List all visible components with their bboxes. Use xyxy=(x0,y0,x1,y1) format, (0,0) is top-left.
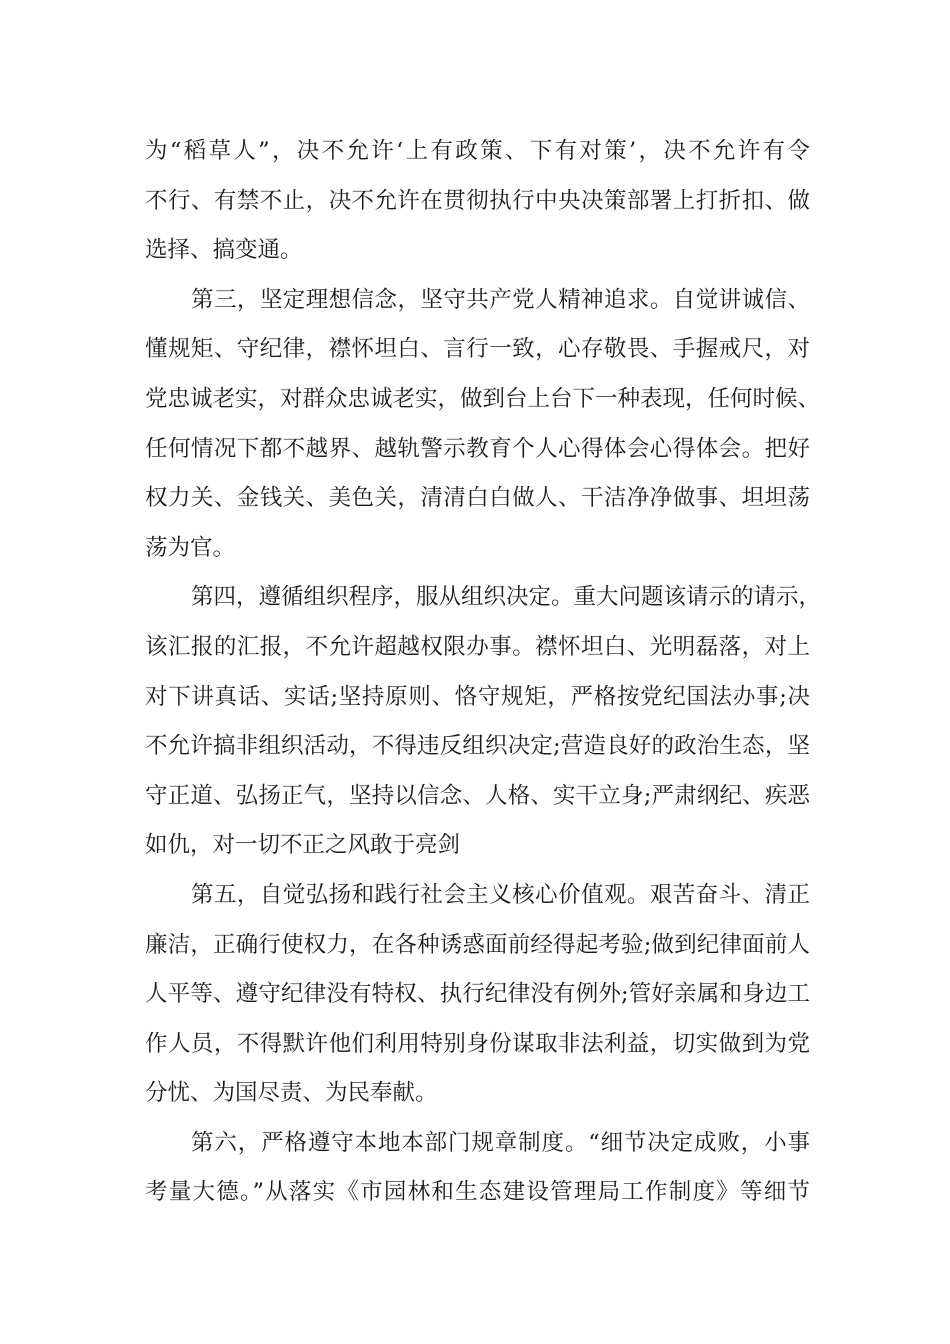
text-line: 荡为官。 xyxy=(145,534,236,561)
text-line: 党忠诚老实，对群众忠诚老实，做到台上台下一种表现，任何时候、 xyxy=(145,385,821,412)
text-line: 任何情况下都不越界、越轨警示教育个人心得体会心得体会。把好 xyxy=(145,435,810,462)
paragraph-first-line: 第五，自觉弘扬和践行社会主义核心价值观。艰苦奋斗、清正 xyxy=(191,881,810,908)
paragraph-first-line: 第三，坚定理想信念，坚守共产党人精神追求。自觉讲诚信、 xyxy=(191,286,810,313)
text-line: 考量大德。”从落实《市园林和生态建设管理局工作制度》等细节 xyxy=(145,1179,810,1206)
body-text xyxy=(145,127,822,1218)
text-line: 作人员，不得默许他们利用特别身份谋取非法利益，切实做到为党 xyxy=(145,1030,810,1057)
text-line: 懂规矩、守纪律，襟怀坦白、言行一致，心存敬畏、手握戒尺，对 xyxy=(145,336,810,363)
text-line: 守正道、弘扬正气，坚持以信念、人格、实干立身;严肃纲纪、疾恶 xyxy=(145,782,810,809)
text-line: 不允许搞非组织活动，不得违反组织决定;营造良好的政治生态，坚 xyxy=(145,733,810,760)
text-line: 分忧、为国尽责、为民奉献。 xyxy=(145,1080,438,1107)
paragraph-first-line: 第六，严格遵守本地本部门规章制度。“细节决定成败，小事 xyxy=(191,1129,810,1156)
text-line: 该汇报的汇报，不允许超越权限办事。襟怀坦白、光明磊落，对上 xyxy=(145,633,810,660)
text-line: 为“稻草人”，决不允许‘上有政策、下有对策’，决不允许有令 xyxy=(145,138,810,164)
text-line: 人平等、遵守纪律没有特权、执行纪律没有例外;管好亲属和身边工 xyxy=(145,981,810,1008)
text-line: 选择、搞变通。 xyxy=(145,237,303,264)
paragraph-first-line: 第四，遵循组织程序，服从组织决定。重大问题该请示的请示， xyxy=(191,584,822,611)
text-line: 廉洁，正确行使权力，在各种诱惑面前经得起考验;做到纪律面前人 xyxy=(145,931,810,958)
text-line: 权力关、金钱关、美色关，清清白白做人、干洁净净做事、坦坦荡 xyxy=(145,485,810,512)
text-line: 不行、有禁不止，决不允许在贯彻执行中央决策部署上打折扣、做 xyxy=(145,187,810,214)
text-line: 如仇，对一切不正之风敢于亮剑 xyxy=(145,832,461,859)
text-line: 对下讲真话、实话;坚持原则、恪守规矩，严格按党纪国法办事;决 xyxy=(145,683,810,710)
